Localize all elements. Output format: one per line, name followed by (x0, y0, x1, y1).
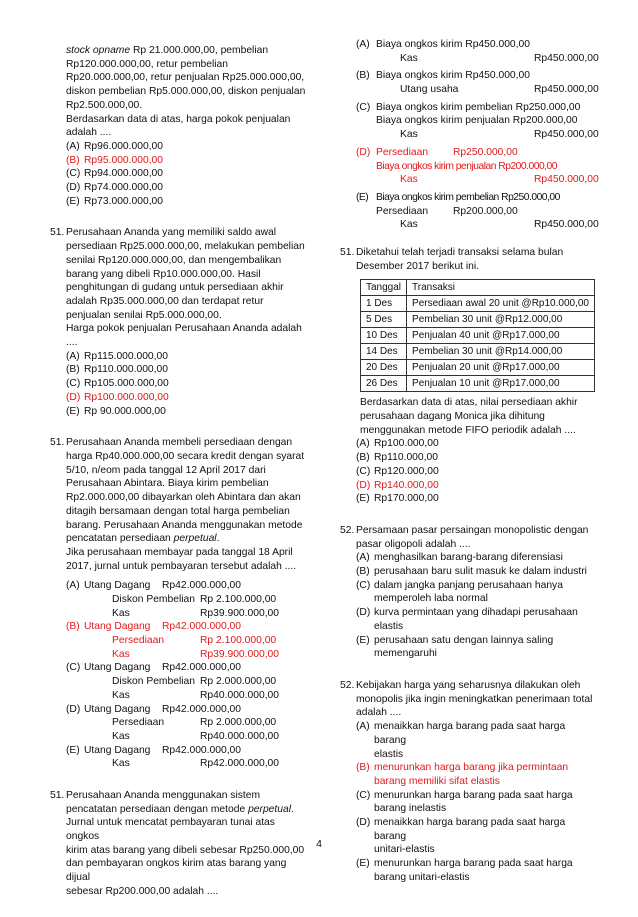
journal-option-b: (B) Biaya ongkos kirim Rp450.000,00 Utang usaha Rp450.000,00 (356, 70, 599, 96)
question-text-line: adalah .... (66, 127, 112, 139)
question-text-line: persediaan Rp25.000.000,00, melakukan pembelian (66, 241, 305, 253)
question-continued (50, 44, 308, 208)
table-row: 10 Des Penjualan 40 unit @Rp17.000,00 (361, 328, 595, 344)
question-text-line: Rp20.000.000,00, retur penjualan Rp25.000.000,00, (66, 72, 305, 84)
question-text-line: Perusahaan Ananda menggunakan sistem (66, 789, 261, 801)
answer-option-correct: (B) Rp95.000.000,00 (66, 154, 164, 166)
journal-option-c: (C) Utang Dagang Rp42.000.000,00 Diskon Pembelian Rp 2.000.000,00 Kas Rp40.000.000,00 (66, 662, 280, 701)
question-text-line: adalah .... (356, 707, 402, 719)
question-text-line: Harga pokok penjualan Perusahaan Ananda adalah (66, 323, 302, 335)
question-text-line: dan pembayaran ongkos kirim atas barang yang dijual (66, 858, 287, 884)
question-text-line: Jurnal untuk mencatat pembayaran tunai atas ongkos (66, 817, 275, 843)
question-number: 52. (340, 524, 355, 536)
answer-option: (D) kurva permintaan yang dihadapi perusahaan elastis (356, 607, 578, 632)
answer-option: (A) Rp115.000.000,00 (66, 350, 168, 362)
transaction-table (360, 279, 595, 392)
question-number: 51. (50, 789, 65, 801)
question-52-monopoly-pricing (340, 679, 595, 885)
right-column (340, 38, 599, 903)
answer-option-correct: (D) Rp140.000,00 (356, 479, 439, 491)
question-text-line: penjualan senilai Rp5.000.000,00. (66, 309, 222, 321)
answer-option: (D) Rp74.000.000,00 (66, 182, 164, 194)
journal-option-d-correct: (D) Persediaan Rp250.000,00 Biaya ongkos kirim penjualan Rp200.000,00 Kas Rp450.000,00 (356, 146, 599, 186)
table-header: Tanggal (361, 280, 407, 296)
journal-option-e: (E) Biaya ongkos kirim pembelian Rp250.000,00 Persediaan Rp200.000,00 Kas Rp450.000,00 (356, 191, 599, 231)
journal-options-shipping (340, 38, 599, 232)
answer-option: (A) menaikkan harga barang pada saat harga barang elastis (356, 721, 566, 760)
question-text-line: barang. Perusahaan Ananda menggunakan metode (66, 519, 303, 531)
table-row: 5 Des Pembelian 30 unit @Rp12.000,00 (361, 312, 595, 328)
left-column (50, 44, 308, 917)
question-text-line: Rp2.500.000,00. (66, 99, 143, 111)
question-text-line: ditagih bersamaan dengan total harga pembelian (66, 505, 290, 517)
answer-option-correct: (D) Rp100.000.000,00 (66, 391, 169, 403)
question-text-line: Diketahui telah terjadi transaksi selama bulan (356, 246, 564, 258)
question-text-line: monopolis jika ingin meningkatkan penerimaan total (356, 693, 593, 705)
journal-option-a: (A) Biaya ongkos kirim Rp450.000,00 Kas Rp450.000,00 (356, 39, 599, 64)
question-text-line: barang yang dibeli Rp10.000.000,00. Hasil (66, 268, 261, 280)
question-text-line: stock opname Rp 21.000.000,00, pembelian (66, 45, 269, 56)
table-header-row (361, 280, 595, 296)
answer-option: (C) menurunkan harga barang pada saat harga barang inelastis (356, 789, 573, 815)
answer-option: (A) menghasilkan barang-barang diferensiasi (356, 552, 563, 564)
question-text-line: penghitungan di gudang untuk persediaan akhir (66, 282, 284, 294)
question-text-line: pencatatan persediaan perpetual. (66, 533, 220, 545)
answer-option: (C) Rp94.000.000,00 (66, 168, 164, 180)
question-text-line: Perusahaan Ananda yang memiliki saldo awal (66, 227, 277, 239)
journal-option-d: (D) Utang Dagang Rp42.000.000,00 Persediaan Rp 2.000.000,00 Kas Rp40.000.000,00 (66, 703, 280, 742)
question-text-line: .... (66, 337, 78, 349)
table-header: Transaksi (407, 280, 595, 296)
question-text-line: Rp2.000.000,00 dibayarkan oleh Abintara dan akan (66, 492, 301, 504)
table-row: 1 Des Persediaan awal 20 unit @Rp10.000,00 (361, 296, 595, 312)
answer-option: (B) Rp110.000,00 (356, 452, 438, 464)
answer-option: (C) Rp105.000.000,00 (66, 378, 169, 390)
question-text-line: Persamaan pasar persaingan monopolistic dengan (356, 524, 589, 536)
question-text-line: kirim atas barang yang dibeli sebesar Rp250.000,00 (66, 844, 305, 856)
question-51-fifo (340, 246, 595, 506)
question-text-line: Perusahaan Abintara. Biaya kirim pembelian (66, 478, 269, 490)
question-text-line: harga Rp40.000.000,00 secara kredit dengan syarat (66, 450, 305, 462)
answer-option: (C) Rp120.000,00 (356, 465, 439, 477)
answer-option-correct: (B) menurunkan harga barang jika permintaan barang memiliki sifat elastis (356, 762, 569, 787)
answer-option: (E) perusahaan satu dengan lainnya saling memengaruhi (356, 634, 554, 660)
question-number: 52. (340, 680, 355, 691)
answer-option: (A) Rp96.000.000,00 (66, 140, 164, 152)
question-text-line: Berdasarkan data di atas, nilai persediaan akhir (360, 397, 578, 409)
answer-option: (E) Rp170.000,00 (356, 493, 439, 505)
answer-option: (E) Rp 90.000.000,00 (66, 405, 166, 417)
answer-option: (E) Rp73.000.000,00 (66, 195, 164, 207)
answer-option: (B) perusahaan baru sulit masuk ke dalam industri (356, 566, 587, 578)
question-text-line: Rp120.000.000,00, retur pembelian (66, 58, 229, 70)
question-number: 51. (340, 246, 355, 258)
question-text-line: 2017, jurnal untuk pembayaran tersebut adalah .... (66, 560, 297, 572)
answer-option: (B) Rp110.000.000,00 (66, 364, 168, 376)
table-row: 14 Des Pembelian 30 unit @Rp14.000,00 (361, 344, 595, 360)
question-text-line: menggunakan metode FIFO periodik adalah .... (360, 424, 576, 436)
question-text-line: Desember 2017 berikut ini. (356, 260, 480, 272)
question-51-hpp (50, 226, 308, 418)
question-52-market (340, 524, 595, 661)
question-text-line: pasar oligopoli adalah .... (356, 538, 471, 550)
question-51-perpetual-payment (50, 436, 308, 771)
question-number: 51. (50, 227, 65, 239)
question-text-line: Berdasarkan data di atas, harga pokok penjualan (66, 113, 291, 125)
table-row: 20 Des Penjualan 20 unit @Rp17.000,00 (361, 360, 595, 376)
question-text-line: senilai Rp120.000.000,00, dan mengembalikan (66, 254, 282, 266)
question-text-line: Kebijakan harga yang seharusnya dilakukan oleh (356, 680, 581, 691)
answer-option: (C) dalam jangka panjang perusahaan hanya memperoleh laba normal (356, 579, 563, 605)
question-text-line: diskon pembelian Rp5.000.000,00, diskon penjualan (66, 86, 306, 98)
page-number: 4 (316, 838, 322, 850)
question-text-line: Perusahaan Ananda membeli persediaan dengan (66, 437, 293, 449)
question-number: 51. (50, 437, 65, 449)
question-text-line: pencatatan persediaan dengan metode perpetual. (66, 803, 294, 815)
question-text-line: sebesar Rp200.000,00 adalah .... (66, 885, 219, 897)
journal-option-b-correct: (B) Utang Dagang Rp42.000.000,00 Persediaan Rp 2.100.000,00 Kas Rp39.900.000,00 (66, 621, 280, 660)
table-row: 26 Des Penjualan 10 unit @Rp17.000,00 (361, 376, 595, 392)
journal-option-e: (E) Utang Dagang Rp42.000.000,00 Kas Rp42.000.000,00 (66, 744, 280, 770)
question-text-line: adalah Rp35.000.000,00 dan terdapat retur (66, 295, 264, 307)
journal-option-c: (C) Biaya ongkos kirim pembelian Rp250.000,00 Biaya ongkos kirim penjualan Rp200.000,00 Kas Rp450.000,00 (356, 101, 599, 141)
question-text-line: 5/10, n/eom pada tanggal 12 April 2017 dari (66, 464, 266, 476)
answer-option: (E) menurunkan harga barang pada saat harga barang unitari-elastis (356, 858, 573, 883)
journal-option-a: (A) Utang Dagang Rp42.000.000,00 Diskon Pembelian Rp 2.100.000,00 Kas Rp39.900.000,00 (66, 580, 280, 619)
answer-option: (A) Rp100.000,00 (356, 438, 439, 450)
question-text-line: Jika perusahaan membayar pada tanggal 18 April (66, 546, 293, 558)
answer-option: (D) menaikkan harga barang pada saat harga barang unitari-elastis (356, 817, 566, 856)
question-text-line: perusahaan dagang Monica jika dihitung (360, 411, 545, 423)
